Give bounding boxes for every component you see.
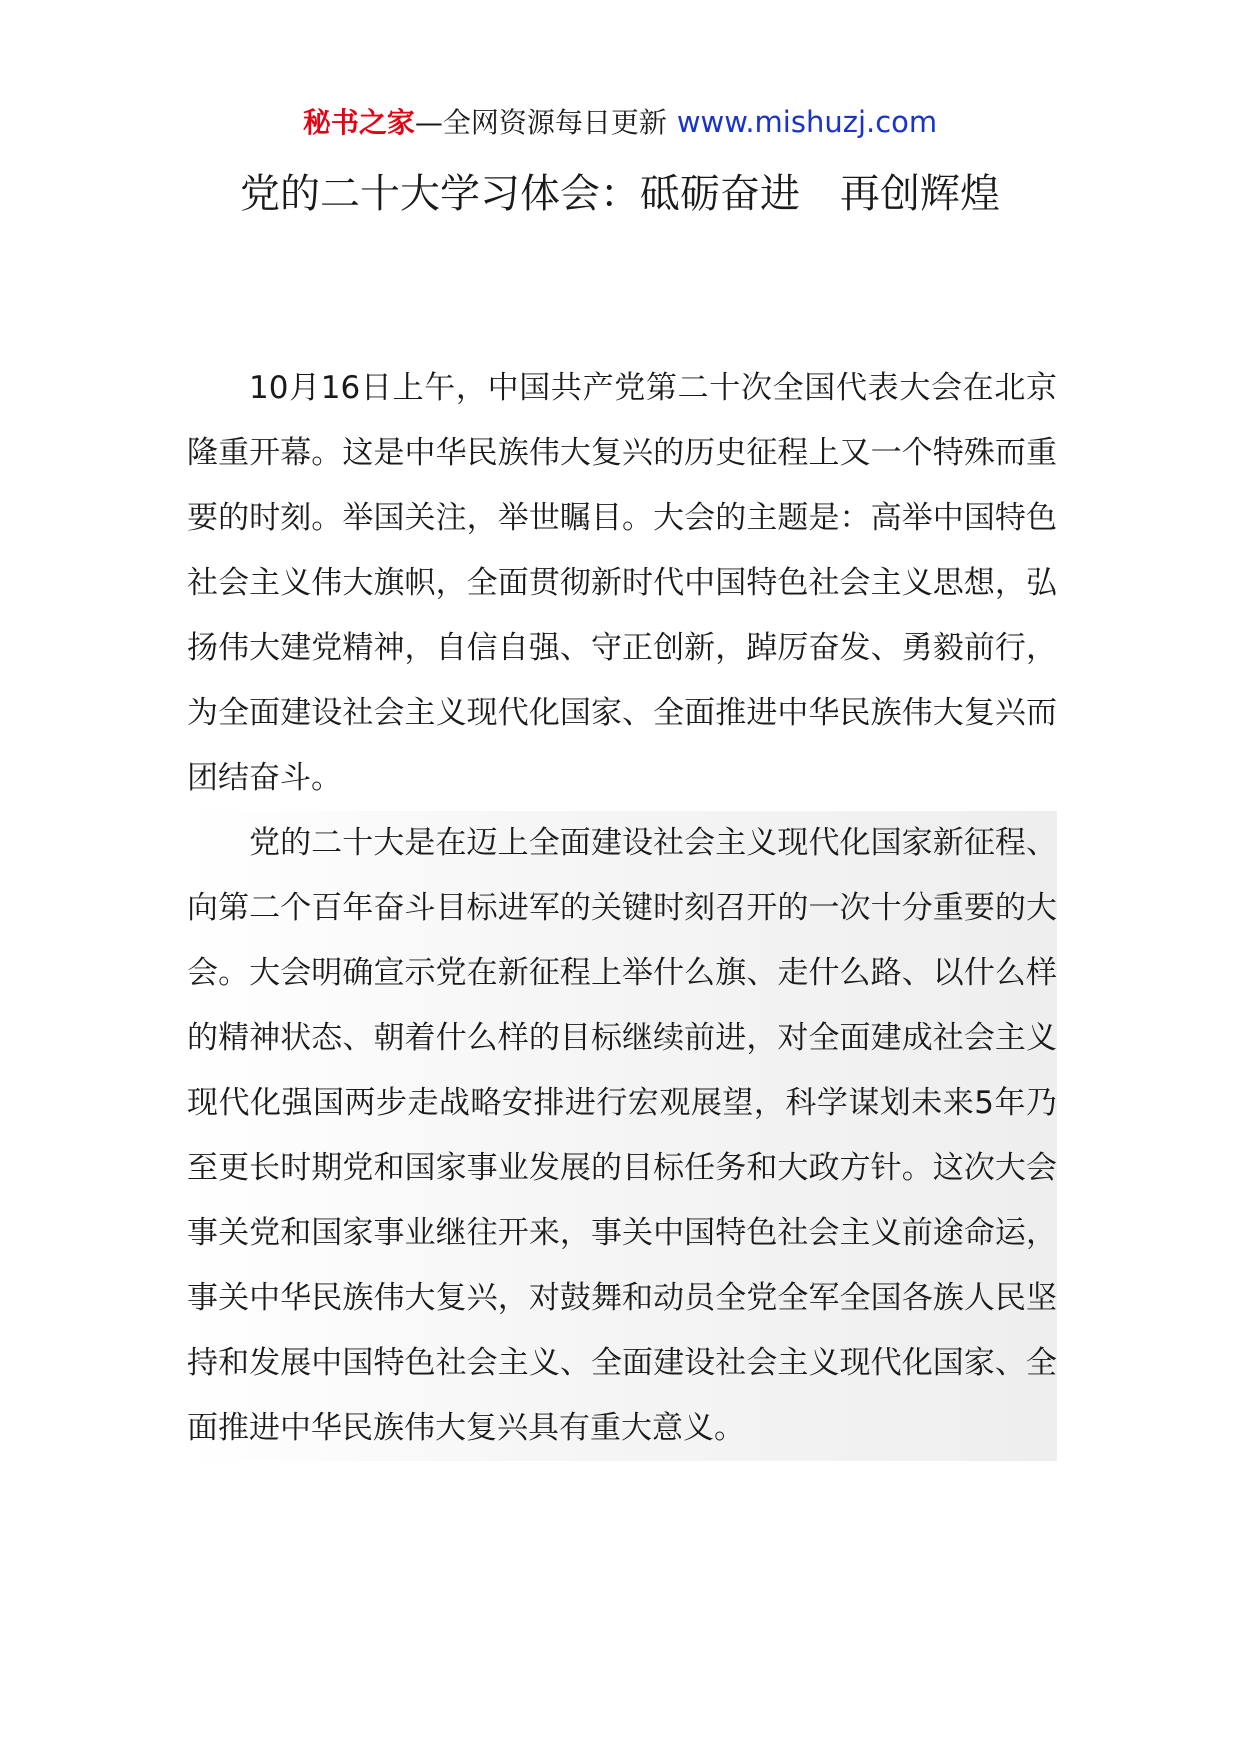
document-body xyxy=(187,356,1057,1461)
site-url-link[interactable]: www.mishuzj.com xyxy=(676,105,938,139)
document-title: 党的二十大学习体会：砥砺奋进 再创辉煌 xyxy=(240,171,1000,217)
site-header xyxy=(0,102,1240,143)
paragraph-2: 党的二十大是在迈上全面建设社会主义现代化国家新征程、向第二个百年奋斗目标进军的关键时刻召开的一次十分重要的大会。大会明确宣示党在新征程上举什么旗、走什么路、以什么样的精神状态、朝着什么样的目标继续前进，对全面建成社会主义现代化强国两步走战略安排进行宏观展望，科学谋划未来5年乃至更长时期党和国家事业发展的目标任务和大政方针。这次大会事关党和国家事业继往开来，事关中国特色社会主义前途命运，事关中华民族伟大复兴，对鼓舞和动员全党全军全国各族人民坚持和发展中国特色社会主义、全面建设社会主义现代化国家、全面推进中华民族伟大复兴具有重大意义。 xyxy=(187,811,1057,1461)
header-tagline: —全网资源每日更新 xyxy=(414,106,667,139)
brand-name: 秘书之家 xyxy=(302,106,415,139)
paragraph-1: 10月16日上午，中国共产党第二十次全国代表大会在北京隆重开幕。这是中华民族伟大复兴的历史征程上又一个特殊而重要的时刻。举国关注，举世瞩目。大会的主题是：高举中国特色社会主义伟大旗帜，全面贯彻新时代中国特色社会主义思想，弘扬伟大建党精神，自信自强、守正创新，踔厉奋发、勇毅前行，为全面建设社会主义现代化国家、全面推进中华民族伟大复兴而团结奋斗。 xyxy=(187,370,1057,796)
